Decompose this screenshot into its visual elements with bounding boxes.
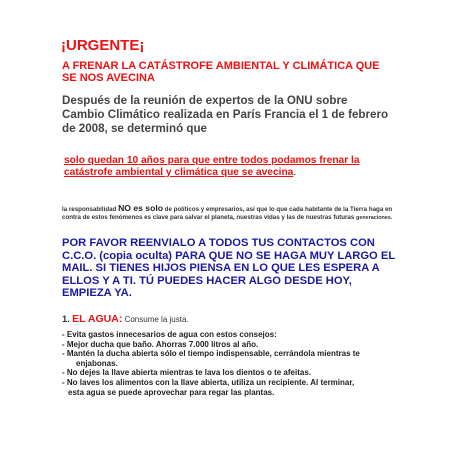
list-item: - Mejor ducha que baño. Ahorras 7.000 litros al año. <box>62 339 259 349</box>
water-tips-list <box>62 330 412 397</box>
section-subtitle: Consume la justa. <box>124 315 189 324</box>
section-heading <box>62 313 189 325</box>
responsibility-paragraph <box>62 204 402 222</box>
list-item: - No laves los alimentos con la llave abierta, utiliza un recipiente. Al terminar, <box>62 377 355 387</box>
list-item: - No dejes la llave abierta mientras te lava los dientos o te afeitas. <box>62 368 311 378</box>
list-item: - Mantén la ducha abierta sólo el tiempo indispensable, cerrándola mientras te <box>62 349 360 359</box>
responsibility-text-2: de políticos y empresarios, así que lo que cada habitante de la Tierra haga en contra de estos fenómenos es clave para salvar el planeta, nuestras vidas y las de nuestras futuras <box>62 206 393 221</box>
urgent-heading: ¡URGENTE¡ <box>61 37 145 54</box>
subtitle: A FRENAR LA CATÁSTROFE AMBIENTAL Y CLIMÁTICA QUE SE NOS AVECINA <box>62 60 380 84</box>
intro-paragraph: Después de la reunión de expertos de la ONU sobre Cambio Climático realizada en París Francia el 1 de febrero de 2008, se determinó que <box>62 94 389 135</box>
section-number: 1. <box>62 314 70 325</box>
warning-end: . <box>293 166 297 178</box>
warning-paragraph <box>64 155 384 178</box>
responsibility-text-3: generaciones. <box>356 215 393 221</box>
section-title: EL AGUA: <box>72 313 123 325</box>
responsibility-text-1: la responsabilidad <box>62 206 119 213</box>
list-item: esta agua se puede aprovechar para regar las plantas. <box>68 387 275 397</box>
warning-highlight: solo quedan 10 años para que entre todos podamos frenar la catástrofe ambiental y climática que se avecina <box>64 155 360 178</box>
list-item: enjabonas. <box>76 358 118 368</box>
no-es-solo: NO es solo <box>118 203 163 213</box>
forward-plea: POR FAVOR REENVIALO A TODOS TUS CONTACTOS CON C.C.O. (copia oculta) PARA QUE NO SE HAGA MUY LARGO EL MAIL. SI TIENES HIJOS PIENSA EN LO QUE LES ESPERA A ELLOS Y A TI. TÚ PUEDES HACER ALGO DESDE HOY, EMPIEZA YA. <box>62 237 395 300</box>
list-item: - Evita gastos innecesarios de agua con estos consejos: <box>62 330 277 339</box>
